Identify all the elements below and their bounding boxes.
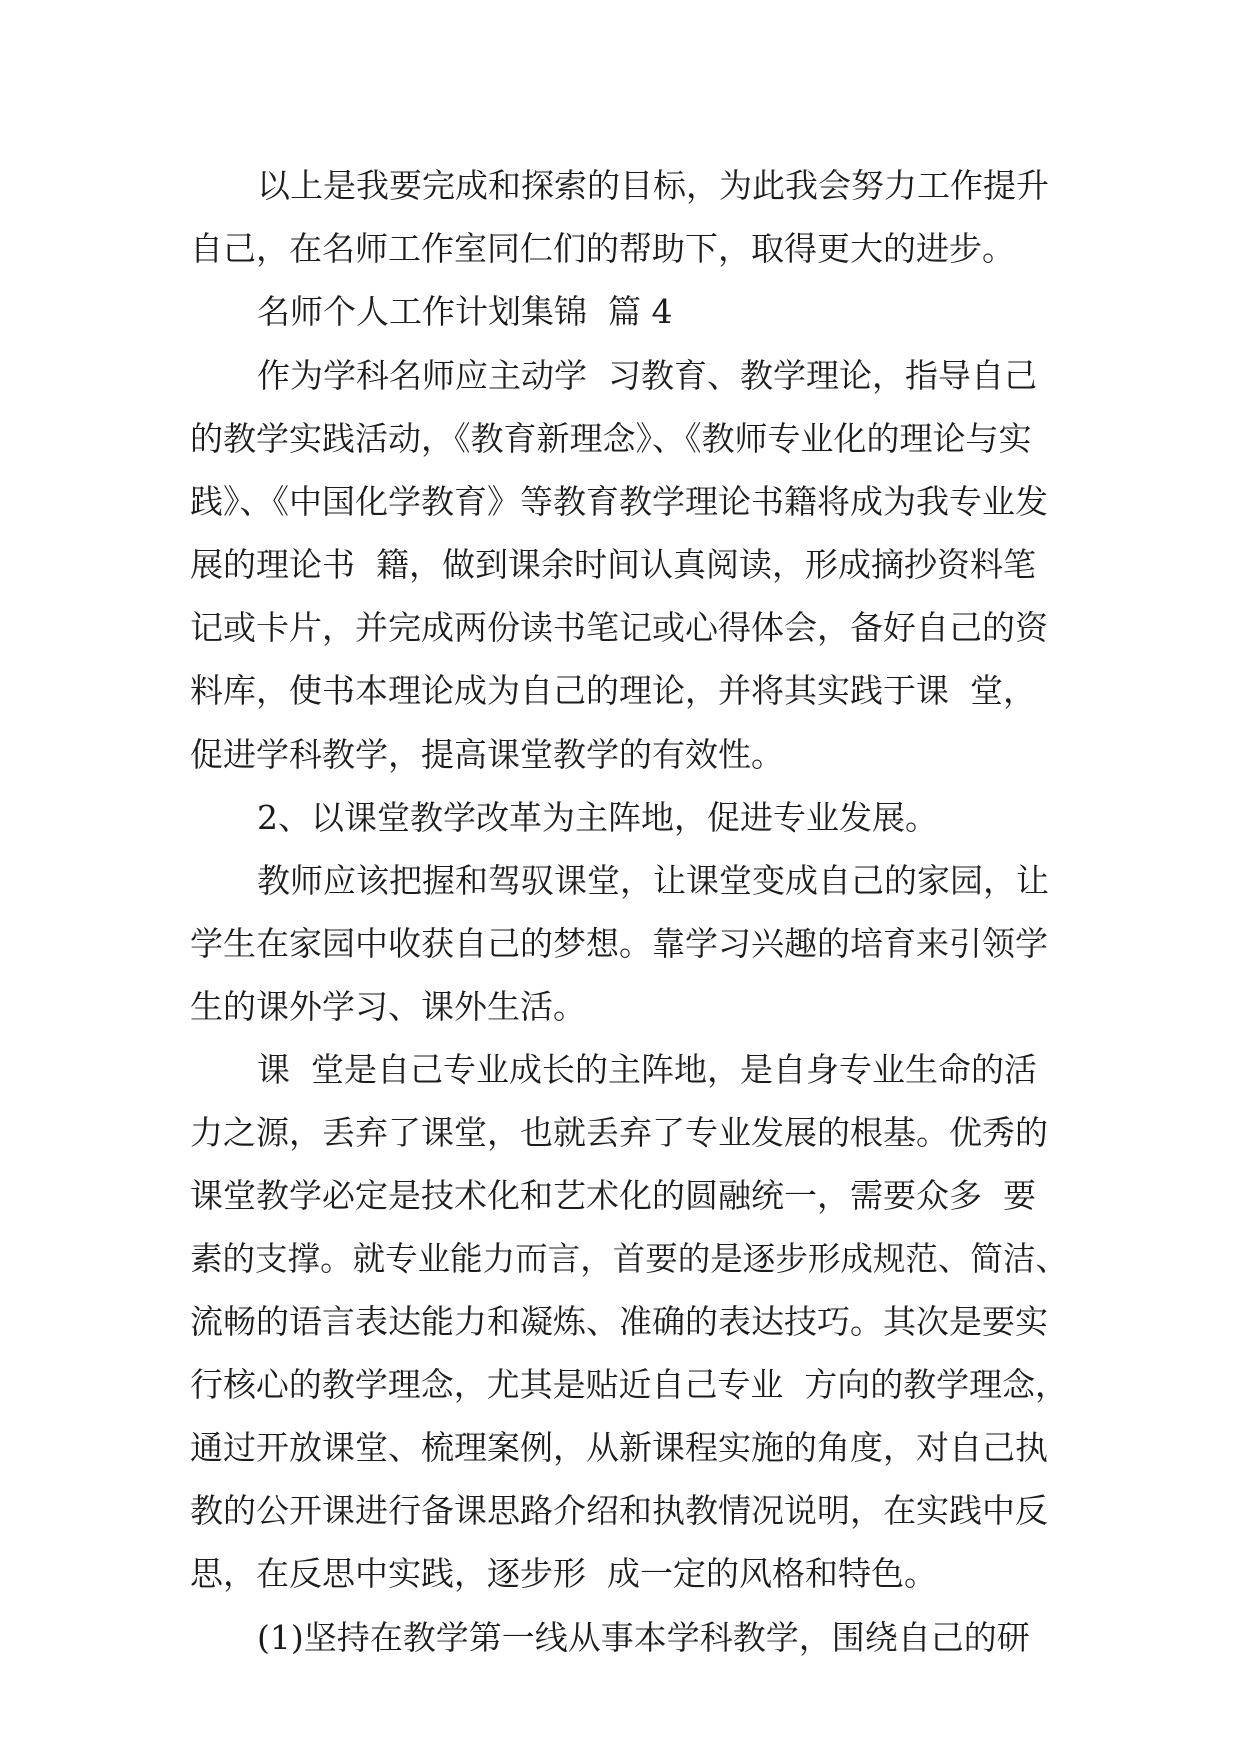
text-line: 流畅的语言表达能力和凝炼、准确的表达技巧。其次是要实 bbox=[190, 1302, 1048, 1341]
text-line: 生的课外学习、课外生活。 bbox=[190, 987, 586, 1026]
text-line: 课 堂是自己专业成长的主阵地，是自身专业生命的活 bbox=[257, 1050, 1037, 1089]
text-line: 思，在反思中实践，逐步形 成一定的风格和特色。 bbox=[190, 1554, 937, 1593]
text-line: 通过开放课堂、梳理案例，从新课程实施的角度，对自己执 bbox=[190, 1428, 1048, 1467]
text-line: 行核心的教学理念，尤其是贴近自己专业 方向的教学理念， bbox=[190, 1365, 1069, 1404]
text-line: 教的公开课进行备课思路介绍和执教情况说明，在实践中反 bbox=[190, 1491, 1048, 1530]
text-line: 教师应该把握和驾驭课堂，让课堂变成自己的家园，让 bbox=[257, 861, 1049, 900]
text-line: 自己，在名师工作室同仁们的帮助下，取得更大的进步。 bbox=[190, 229, 1015, 268]
text-line: 展的理论书 籍，做到课余时间认真阅读，形成摘抄资料笔 bbox=[190, 545, 1036, 584]
text-line: 课堂教学必定是技术化和艺术化的圆融统一，需要众多 要 bbox=[190, 1176, 1036, 1215]
text-line: 促进学科教学，提高课堂教学的有效性。 bbox=[190, 735, 784, 774]
text-line: 素的支撑。就专业能力而言，首要的是逐步形成规范、简洁、 bbox=[190, 1239, 1068, 1278]
text-line: 以上是我要完成和探索的目标，为此我会努力工作提升 bbox=[257, 166, 1049, 205]
text-line: 作为学科名师应主动学 习教育、教学理论，指导自己 bbox=[257, 356, 1037, 395]
text-line: 的教学实践活动，《教育新理念》、《教师专业化的理论与实 bbox=[190, 419, 1032, 458]
text-line: 力之源，丢弃了课堂，也就丢弃了专业发展的根基。优秀的 bbox=[190, 1113, 1048, 1152]
text-line: 践》、《中国化学教育》等教育教学理论书籍将成为我专业发 bbox=[190, 482, 1048, 521]
text-line: (1)坚持在教学第一线从事本学科教学，围绕自己的研 bbox=[257, 1618, 1030, 1657]
text-line: 记或卡片，并完成两份读书笔记或心得体会，备好自己的资 bbox=[190, 608, 1048, 647]
text-line: 学生在家园中收获自己的梦想。靠学习兴趣的培育来引领学 bbox=[190, 924, 1048, 963]
text-line: 2、以课堂教学改革为主阵地，促进专业发展。 bbox=[257, 798, 938, 837]
section-heading: 名师个人工作计划集锦 篇 4 bbox=[257, 292, 673, 331]
text-line: 料库，使书本理论成为自己的理论，并将其实践于课 堂， bbox=[190, 671, 1036, 710]
